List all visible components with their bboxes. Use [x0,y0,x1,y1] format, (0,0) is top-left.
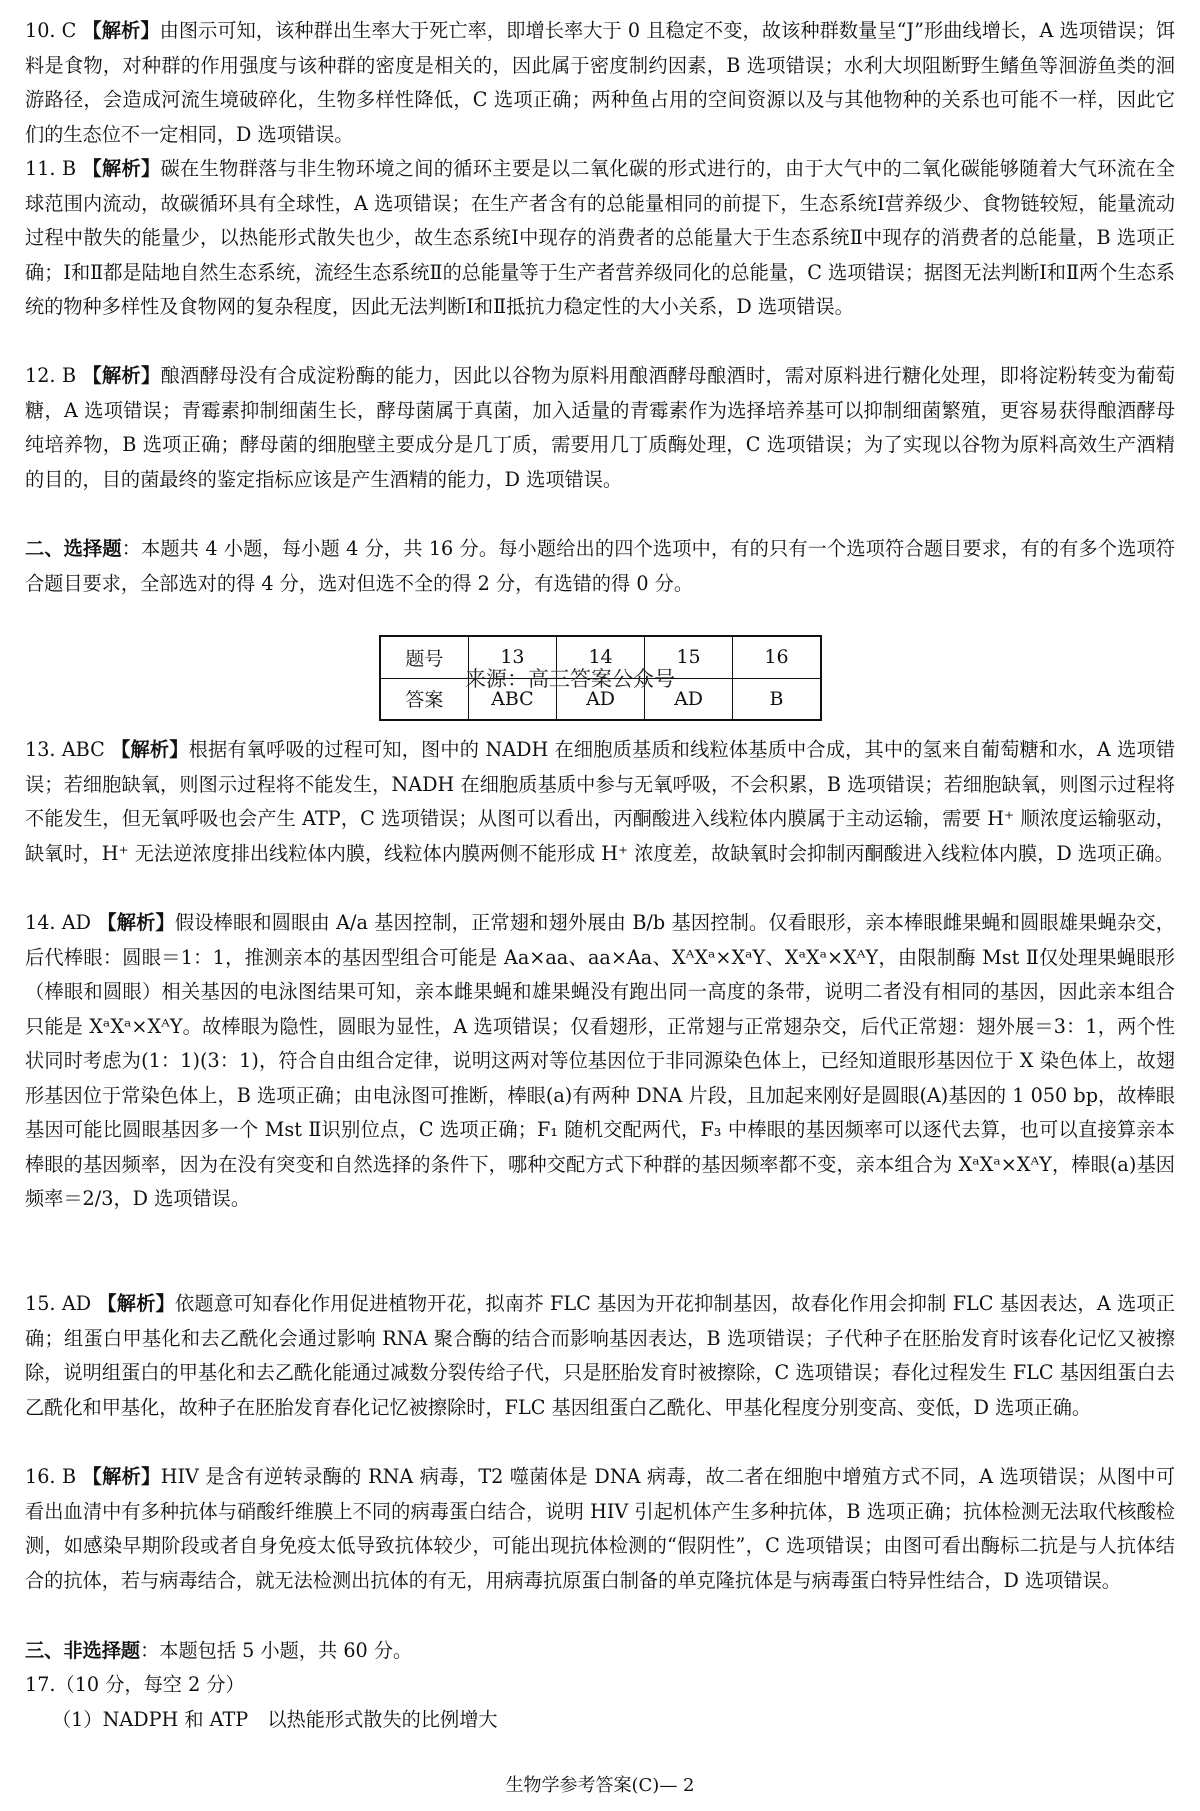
watermark-text: 来源：高三答案公众号 [465,667,675,691]
q12-text: 酿酒酵母没有合成淀粉酶的能力，因此以谷物为原料用酿酒酵母酿酒时，需对原料进行糖化处理，即将淀粉转变为葡萄糖，A 选项错误；青霉素抑制细菌生长，酵母菌属于真菌，加入适量的青霉素作为选择培养基可以抑制细菌繁殖，更容易获得酿酒酵母纯培养物，B 选项正确；酵母菌的细胞壁主要成分是几丁质，需要用几丁质酶处理，C 选项错误；为了实现以谷物为原料高效生产酒精的目的，目的菌最终的鉴定指标应该是产生酒精的能力，D 选项错误。 [25,364,1176,491]
section-2-title: 二、选择题 [25,537,122,560]
table-answer-16: B [733,678,821,720]
q15-tag: 【解析】 [97,1292,176,1315]
q14-text: 假设棒眼和圆眼由 A/a 基因控制，正常翅和翅外展由 B/b 基因控制。仅看眼形，亲本棒眼雌果蝇和圆眼雄果蝇杂交，后代棒眼：圆眼＝1：1，推测亲本的基因型组合可能是 Aa×aa、aa×Aa、XᴬXᵃ×XᵃY、XᵃXᵃ×XᴬY，由限制酶 Mst Ⅱ仅处理果蝇眼形（棒眼和圆眼）相关基因的电泳图结果可知，亲本雌果蝇和雄果蝇没有跑出同一高度的条带，说明二者没有相同的基因，因此亲本组合只能是 XᵃXᵃ×XᴬY。故棒眼为隐性，圆眼为显性，A 选项错误；仅看翅形，正常翅与正常翅杂交，后代正常翅：翅外展＝3：1，两个性状同时考虑为(1：1)(3：1)，符合自由组合定律，说明这两对等位基因位于非同源染色体上，已经知道眼形基因位于 X 染色体上，故翅形基因位于常染色体上，B 选项正确；由电泳图可推断，棒眼(a)有两种 DNA 片段，且加起来刚好是圆眼(A)基因的 1 050 bp，故棒眼基因可能比圆眼基因多一个 Mst Ⅱ识别位点，C 选项正确；F₁ 随机交配两代，F₃ 中棒眼的基因频率可以逐代去算，也可以直接算亲本棒眼的基因频率，因为在没有突变和自然选择的条件下，哪种交配方式下种群的基因频率都不变，亲本组合为 XᵃXᵃ×XᴬY，棒眼(a)基因频率＝2/3，D 选项错误。 [25,911,1175,1210]
table-number-15: 15 [645,636,733,678]
table-answer-13: ABC [468,678,556,720]
q10-tag: 【解析】 [82,19,160,42]
q16-number: 16. B [25,1465,77,1488]
section-3-title: 三、非选择题 [25,1639,141,1662]
q11-tag: 【解析】 [82,157,161,180]
q10-text: 由图示可知，该种群出生率大于死亡率，即增长率大于 0 且稳定不变，故该种群数量呈“J”形曲线增长，A 选项错误；饵料是食物，对种群的作用强度与该种群的密度是相关的，因此属于密度制约因素，B 选项错误；水利大坝阻断野生鳍鱼等洄游鱼类的洄游路径，会造成河流生境破碎化，生物多样性降低，C 选项正确；两种鱼占用的空间资源以及与其他物种的关系也可能不一样，因此它们的生态位不一定相同，D 选项错误。 [25,19,1176,146]
q11-number: 11. B [25,157,77,180]
q13-paragraph [25,733,1175,871]
section-2-heading [25,532,1175,601]
q10-paragraph [25,14,1175,152]
table-number-13: 13 [468,636,556,678]
table-answer-14: AD [557,678,645,720]
q15-number: 15. AD [25,1292,92,1315]
q16-tag: 【解析】 [82,1465,161,1488]
q14-number: 14. AD [25,911,92,934]
q12-tag: 【解析】 [82,364,161,387]
table-label-answer: 答案 [380,678,468,720]
q13-number: 13. ABC [25,738,105,761]
q17-head-text: 17.（10 分，每空 2 分） [25,1673,245,1696]
q17-answer-1-text: （1）NADPH 和 ATP 以热能形式散失的比例增大 [52,1708,498,1731]
q14-paragraph [25,906,1175,1217]
q12-number: 12. B [25,364,77,387]
q10-number: 10. C [25,19,77,42]
q13-text: 根据有氧呼吸的过程可知，图中的 NADH 在细胞质基质和线粒体基质中合成，其中的氢来自葡萄糖和水，A 选项错误；若细胞缺氧，则图示过程将不能发生，NADH 在细胞质基质中参与无氧呼吸，不会积累，B 选项错误；若细胞缺氧，则图示过程将不能发生，但无氧呼吸也会产生 ATP，C 选项错误；从图可以看出，丙酮酸进入线粒体内膜属于主动运输，需要 H⁺ 顺浓度运输驱动，缺氧时，H⁺ 无法逆浓度排出线粒体内膜，线粒体内膜两侧不能形成 H⁺ 浓度差，故缺氧时会抑制丙酮酸进入线粒体内膜，D 选项正确。 [25,738,1176,865]
page-footer: 生物学参考答案(C)— 2 [505,1775,695,1796]
table-number-14: 14 [557,636,645,678]
section-2-text: ：本题共 4 小题，每小题 4 分，共 16 分。每小题给出的四个选项中，有的只有一个选项符合题目要求，有的有多个选项符合题目要求，全部选对的得 4 分，选对但选不全的得 2 分，有选错的得 0 分。 [25,537,1175,595]
q11-text: 碳在生物群落与非生物环境之间的循环主要是以二氧化碳的形式进行的，由于大气中的二氧化碳能够随着大气环流在全球范围内流动，故碳循环具有全球性，A 选项错误；在生产者含有的总能量相同的前提下，生态系统Ⅰ营养级少、食物链较短，能量流动过程中散失的能量少，以热能形式散失也少，故生态系统Ⅰ中现存的消费者的总能量大于生态系统Ⅱ中现存的消费者的总能量，B 选项正确；Ⅰ和Ⅱ都是陆地自然生态系统，流经生态系统Ⅱ的总能量等于生产者营养级同化的总能量，C 选项错误；据图无法判断Ⅰ和Ⅱ两个生态系统的物种多样性及食物网的复杂程度，因此无法判断Ⅰ和Ⅱ抵抗力稳定性的大小关系，D 选项错误。 [25,157,1176,318]
q16-paragraph [25,1460,1175,1598]
section-3-text: ：本题包括 5 小题，共 60 分。 [140,1639,413,1662]
table-number-16: 16 [733,636,821,678]
q15-paragraph [25,1287,1175,1425]
q15-text: 依题意可知春化作用促进植物开花，拟南芥 FLC 基因为开花抑制基因，故春化作用会抑制 FLC 基因表达，A 选项正确；组蛋白甲基化和去乙酰化会通过影响 RNA 聚合酶的结合而影响基因表达，B 选项错误；子代种子在胚胎发育时该春化记忆又被擦除，说明组蛋白的甲基化和去乙酰化能通过减数分裂传给子代，只是胚胎发育时被擦除，C 选项错误；春化过程发生 FLC 基因组蛋白去乙酰化和甲基化，故种子在胚胎发育春化记忆被擦除时，FLC 基因组蛋白乙酰化、甲基化程度分别变高、变低，D 选项正确。 [25,1292,1175,1419]
q14-tag: 【解析】 [97,911,175,934]
section-3-heading [25,1634,1175,1669]
q13-tag: 【解析】 [111,738,189,761]
q16-text: HIV 是含有逆转录酶的 RNA 病毒，T2 噬菌体是 DNA 病毒，故二者在细胞中增殖方式不同，A 选项错误；从图中可看出血清中有多种抗体与硝酸纤维膜上不同的病毒蛋白结合，说明 HIV 引起机体产生多种抗体，B 选项正确；抗体检测无法取代核酸检测，如感染早期阶段或者自身免疫太低导致抗体较少，可能出现抗体检测的“假阴性”，C 选项错误；由图可看出酶标二抗是与人抗体结合的抗体，若与病毒结合，就无法检测出抗体的有无，用病毒抗原蛋白制备的单克隆抗体是与病毒蛋白特异性结合，D 选项错误。 [25,1465,1176,1592]
table-label-number: 题号 [380,636,468,678]
table-answer-15: AD [645,678,733,720]
q12-paragraph [25,359,1175,497]
q11-paragraph [25,152,1175,325]
q17-heading [25,1668,1175,1703]
q17-answer-1 [52,1703,1172,1738]
